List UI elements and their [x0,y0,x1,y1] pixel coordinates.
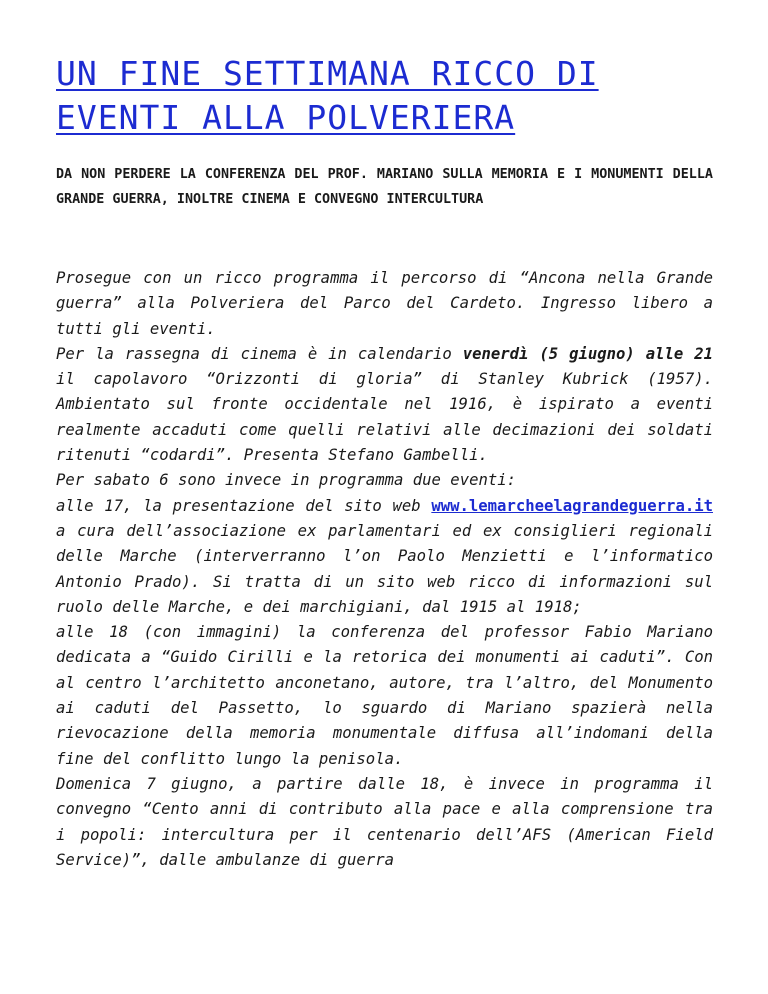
paragraph-sunday: Domenica 7 giugno, a partire dalle 18, è invece in programma il convegno “Cento anni di contributo alla pace e alla comprensione tra i popoli: intercultura per il centenario dell’AFS (American Field Service)”, dalle ambulanze di guerra [56,774,713,869]
paragraph-website-rest: a cura dell’associazione ex parlamentari ed ex consiglieri regionali delle Marche (interverranno l’on Paolo Menzietti e l’informatico Antonio Prado). Si tratta di un sito web ricco di informazioni sul ruolo delle Marche, e dei marchigiani, dal 1915 al 1918; [56,521,713,616]
article-title-link[interactable]: UN FINE SETTIMANA RICCO DI EVENTI ALLA POLVERIERA [56,54,599,137]
paragraph-cinema [56,342,713,468]
paragraph-intro: Prosegue con un ricco programma il percorso di “Ancona nella Grande guerra” alla Polveriera del Parco del Cardeto. Ingresso libero a tutti gli eventi. [56,269,713,338]
paragraph-cinema-text: Per la rassegna di cinema è in calendario [56,344,463,363]
paragraph-website-text: alle 17, la presentazione del sito web [56,496,432,515]
paragraph-conference: alle 18 (con immagini) la conferenza del professor Fabio Mariano dedicata a “Guido Cirilli e la retorica dei monumenti ai caduti”. Con al centro l’architetto anconetano, autore, tra l’altro, del Monumento ai caduti del Passetto, lo sguardo di Mariano spazierà nella rievocazione della memoria monumentale diffusa all’indomani della fine del conflitto lungo la penisola. [56,623,713,768]
paragraph-website [56,494,713,620]
paragraph-cinema-rest: il capolavoro “Orizzonti di gloria” di Stanley Kubrick (1957). Ambientato sul fronte occidentale nel 1916, è ispirato a eventi realmente accaduti come quelli relativi alle decimazioni dei soldati ritenuti “codardi”. Presenta Stefano Gambelli. [56,370,713,465]
article-body [56,266,713,873]
article-title [56,52,713,140]
article-subtitle: DA NON PERDERE LA CONFERENZA DEL PROF. MARIANO SULLA MEMORIA E I MONUMENTI DELLA GRANDE GUERRA, INOLTRE CINEMA E CONVEGNO INTERCULTURA [56,167,713,207]
paragraph-saturday: Per sabato 6 sono invece in programma due eventi: [56,471,517,490]
website-link[interactable]: www.lemarcheelagrandeguerra.it [431,496,713,515]
cinema-date-bold: venerdì (5 giugno) alle 21 [462,344,713,363]
article [56,52,713,873]
